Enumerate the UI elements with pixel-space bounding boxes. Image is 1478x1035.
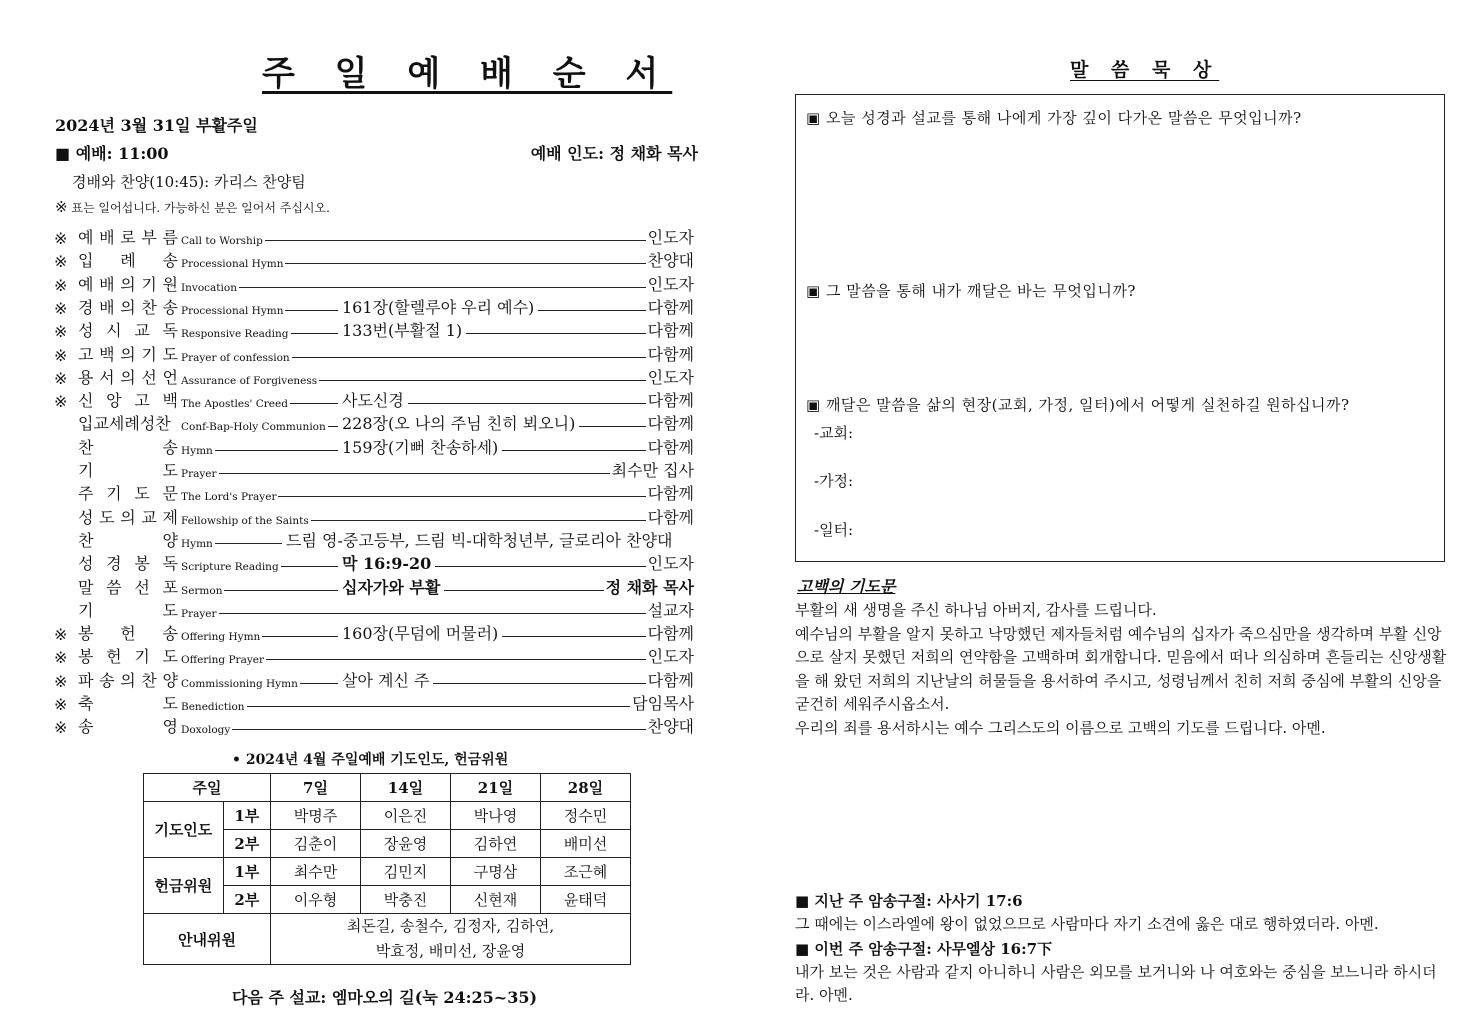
order-item-name <box>78 551 178 574</box>
name-char: 고 <box>78 344 94 364</box>
name-char: 봉 <box>78 624 94 644</box>
order-item-english: Doxology <box>181 724 231 737</box>
leader-line <box>319 380 645 381</box>
name-char: 말 <box>78 577 94 597</box>
stand-mark: ※ <box>54 275 68 295</box>
leader-line <box>281 566 338 567</box>
leader-line <box>538 310 645 311</box>
leader-line <box>328 426 338 427</box>
meditation-box <box>795 94 1445 562</box>
leader-line <box>502 450 645 451</box>
prayer-paragraph: 우리의 죄를 용서하시는 예수 그리스도의 이름으로 고백의 기도를 드립니다. 아멘. <box>795 718 1326 737</box>
name-char: 도 <box>99 507 115 527</box>
order-item-person: 다함께 <box>647 414 694 434</box>
order-item-english: Responsive Reading <box>181 328 289 341</box>
leader-line <box>579 426 645 427</box>
table-cell: 박명주 <box>271 802 361 830</box>
name-char: 주 <box>78 484 94 504</box>
order-item-person: 최수만 집사 <box>611 461 694 480</box>
order-item-name <box>78 458 178 481</box>
part-label: 2부 <box>223 830 270 858</box>
order-row <box>54 389 694 411</box>
prelude-line: 경배와 찬양(10:45): 카리스 찬양팀 <box>72 173 306 191</box>
row-label: 헌금위원 <box>144 858 224 914</box>
order-item-name <box>78 365 178 388</box>
order-item-name <box>78 621 178 644</box>
part-label: 2부 <box>223 886 270 914</box>
order-item-person: 찬양대 <box>647 251 694 271</box>
name-char: 용 <box>78 367 94 387</box>
order-item-person: 인도자 <box>647 274 694 294</box>
order-item-person: 인도자 <box>647 647 694 667</box>
order-row <box>54 343 694 365</box>
order-item-name <box>78 411 178 434</box>
name-char: 양 <box>162 530 178 550</box>
name-char: 독 <box>162 554 178 574</box>
order-item-english: Assurance of Forgiveness <box>181 374 318 387</box>
row-label: 기도인도 <box>144 802 224 858</box>
name-char: 파 <box>78 670 94 690</box>
stand-mark: ※ <box>54 229 68 248</box>
name-char: 서 <box>99 367 115 387</box>
name-char: 영 <box>162 717 178 737</box>
order-item-person: 다함께 <box>647 484 694 504</box>
table-cell: 구명삼 <box>450 858 540 886</box>
order-row <box>54 459 694 481</box>
leader-line <box>285 310 338 311</box>
name-char: 송 <box>162 297 178 317</box>
name-char: 언 <box>162 367 178 387</box>
order-item-name <box>78 272 178 295</box>
name-char: 배 <box>99 274 115 294</box>
order-item-english: Scripture Reading <box>181 561 279 574</box>
name-char: 찬 <box>78 530 94 550</box>
order-item-person: 다함께 <box>647 391 694 411</box>
order-item-english: Sermon <box>181 584 223 597</box>
stand-mark: ※ <box>54 345 68 365</box>
order-item-person: 다함께 <box>647 297 694 317</box>
leader-line <box>239 287 646 288</box>
table-cell: 김하연 <box>450 830 540 858</box>
order-item-person: 설교자 <box>647 600 694 620</box>
order-item-name <box>78 318 178 341</box>
order-item-person: 다함께 <box>647 624 694 644</box>
table-header-cell: 7일 <box>271 774 361 802</box>
name-char: 헌 <box>106 647 122 667</box>
name-char: 도 <box>162 647 178 667</box>
order-item-english: Prayer <box>181 607 217 620</box>
name-char: 양 <box>162 670 178 690</box>
part-label: 1부 <box>223 858 270 886</box>
this-week-verse-ref: 사무엘상 16:7下 <box>931 940 1053 958</box>
order-row <box>54 552 694 574</box>
name-char: 의 <box>120 367 136 387</box>
leader-line <box>291 333 339 334</box>
order-item-english: Offering Prayer <box>181 654 264 667</box>
home-field: -가정: <box>814 472 854 490</box>
order-item-name <box>78 505 178 528</box>
name-char: 송 <box>99 670 115 690</box>
order-item-english: Call to Worship <box>181 235 263 247</box>
church-field: -교회: <box>814 424 854 442</box>
table-cell <box>271 914 631 965</box>
leader-line <box>215 543 282 544</box>
note-text: 표는 일어섭니다. 가능하신 분은 일어서 주십시오. <box>67 201 330 215</box>
name-char: 도 <box>134 484 150 504</box>
name-char: 신 <box>78 391 94 411</box>
leader-line <box>300 683 338 684</box>
order-row <box>54 412 694 434</box>
leader-line <box>278 496 645 497</box>
order-item-english: Benediction <box>181 701 245 713</box>
name-char: 도 <box>162 694 178 713</box>
table-cell: 최수만 <box>271 858 361 886</box>
table-cell: 박나영 <box>450 802 540 830</box>
note-mark: ※ <box>55 198 68 216</box>
order-item-detail: 사도신경 <box>342 391 404 411</box>
order-item-detail: 133번(부활절 1) <box>342 321 463 341</box>
stand-mark: ※ <box>54 322 68 342</box>
name-char: 선 <box>141 367 157 387</box>
order-item-detail: 228장(오 나의 주님 친히 뵈오니) <box>342 414 576 434</box>
name-char: 찬 <box>141 670 157 690</box>
question-2: ▣ 그 말씀을 통해 내가 깨달은 바는 무엇입니까? <box>806 282 1136 300</box>
order-item-name <box>78 342 178 365</box>
leader-line <box>215 450 338 451</box>
order-row <box>54 482 694 504</box>
name-char: 독 <box>162 321 178 341</box>
prayer-paragraph: 부활의 새 생명을 주신 하나님 아버지, 감사를 드립니다. <box>795 601 1157 619</box>
name-char: 찬 <box>78 437 94 457</box>
name-char: 헌 <box>120 624 136 644</box>
leader-line <box>433 683 645 684</box>
order-row <box>54 645 694 667</box>
order-row <box>54 249 694 271</box>
order-row <box>54 436 694 458</box>
row-label: 안내위원 <box>144 914 271 965</box>
table-cell: 김춘이 <box>271 830 361 858</box>
leader-line <box>435 566 645 567</box>
order-item-detail: 드림 영-중고등부, 드림 빅-대학청년부, 글로리아 찬양대 <box>286 530 673 550</box>
question-3: ▣ 깨달은 말씀을 삶의 현장(교회, 가정, 일터)에서 어떻게 실천하길 원하십니까? <box>806 396 1350 414</box>
order-row <box>54 692 694 714</box>
worship-leader: 예배 인도: 정 채화 목사 <box>530 144 698 163</box>
leader-line <box>232 729 645 730</box>
stand-mark: ※ <box>54 298 68 318</box>
name-char: 기 <box>141 274 157 294</box>
leader-line <box>247 706 631 707</box>
name-char: 원 <box>162 274 178 294</box>
name-char: 의 <box>120 297 136 317</box>
order-item-detail: 160장(무덤에 머물러) <box>342 624 499 644</box>
leader-line <box>292 357 646 358</box>
service-time: ■ 예배: 11:00 <box>55 144 169 163</box>
leader-line <box>466 333 646 334</box>
order-item-person: 인도자 <box>647 367 694 387</box>
order-item-name <box>78 388 178 411</box>
table-cell: 장윤영 <box>360 830 450 858</box>
order-item-person: 다함께 <box>647 507 694 527</box>
order-item-person: 다함께 <box>647 344 694 364</box>
schedule-title: • 2024년 4월 주일예배 기도인도, 헌금위원 <box>232 752 509 768</box>
name-char: 백 <box>99 344 115 364</box>
order-item-english: Prayer of confession <box>181 351 290 364</box>
order-item-english: Invocation <box>181 281 237 294</box>
leader-line <box>408 403 646 404</box>
order-item-person: 인도자 <box>647 228 694 247</box>
order-row <box>54 319 694 341</box>
order-item-name <box>78 714 178 737</box>
order-item-person: 인도자 <box>647 554 694 574</box>
table-header-cell: 14일 <box>360 774 450 802</box>
name-char: 씀 <box>106 577 122 597</box>
name-char: 도 <box>162 461 178 480</box>
table-row <box>144 802 631 830</box>
this-week-verse-text: 내가 보는 것은 사람과 같지 아니하니 사람은 외모를 보거니와 나 여호와는 중심을 보느니라 하시더라. 아멘. <box>795 963 1437 1004</box>
name-char: 입 <box>78 251 94 271</box>
order-item-name <box>78 481 178 504</box>
order-row <box>54 226 694 248</box>
standing-note <box>55 198 330 216</box>
name-char: 축 <box>78 694 94 713</box>
name-char: 문 <box>162 484 178 504</box>
table-row <box>144 774 631 802</box>
order-item-person: 정 채화 목사 <box>605 577 694 597</box>
name-char: 경 <box>78 297 94 317</box>
order-item-name <box>78 528 178 551</box>
stand-mark: ※ <box>54 252 68 272</box>
order-row <box>54 273 694 295</box>
table-cell: 이은진 <box>360 802 450 830</box>
table-row <box>144 914 631 965</box>
name-char: 제 <box>162 507 178 527</box>
name-char: 기 <box>141 344 157 364</box>
name-char: 례 <box>120 251 136 271</box>
order-item-person: 담임목사 <box>632 694 694 713</box>
order-item-english: The Lord's Prayer <box>181 491 277 504</box>
ushers-line-1: 최돈길, 송철수, 김정자, 김하연, <box>346 917 555 935</box>
leader-line <box>265 240 646 241</box>
order-row <box>54 715 694 737</box>
name-char: 배 <box>99 297 115 317</box>
order-item-name <box>78 691 178 714</box>
page-title: 주 일 예 배 순 서 <box>262 54 673 94</box>
name-char: 송 <box>162 624 178 644</box>
name-char: 입교세례성찬 <box>78 414 171 434</box>
order-item-name <box>78 248 178 271</box>
order-row <box>54 296 694 318</box>
stand-mark: ※ <box>54 695 68 714</box>
order-item-name <box>78 295 178 318</box>
order-row <box>54 506 694 528</box>
table-cell: 조근혜 <box>540 858 630 886</box>
question-1: ▣ 오늘 성경과 설교를 통해 나에게 가장 깊이 다가온 말씀은 무엇입니까? <box>806 109 1302 127</box>
stand-mark: ※ <box>54 625 68 645</box>
name-char: 송 <box>162 437 178 457</box>
name-char: 백 <box>162 391 178 411</box>
leader-line <box>290 403 338 404</box>
name-char: 도 <box>162 344 178 364</box>
order-item-name <box>78 225 178 248</box>
order-item-english: Processional Hymn <box>181 258 284 271</box>
table-cell: 신현재 <box>450 886 540 914</box>
order-item-detail: 159장(기뻐 찬송하세) <box>342 437 499 457</box>
table-row <box>144 858 631 886</box>
order-item-detail: 십자가와 부활 <box>342 577 441 597</box>
part-label: 1부 <box>223 802 270 830</box>
confession-prayer <box>795 599 1455 740</box>
name-char: 송 <box>78 717 94 737</box>
table-header-cell: 21일 <box>450 774 540 802</box>
order-row <box>54 529 694 551</box>
name-char: 포 <box>162 577 178 597</box>
order-item-name <box>78 644 178 667</box>
name-char: 시 <box>106 321 122 341</box>
name-char: 앙 <box>106 391 122 411</box>
this-week-verse-heading <box>795 938 1455 959</box>
order-item-person: 다함께 <box>647 321 694 341</box>
name-char: 의 <box>120 344 136 364</box>
table-cell: 배미선 <box>540 830 630 858</box>
schedule-table <box>143 773 631 965</box>
name-char: 기 <box>78 461 94 480</box>
leader-line <box>502 636 645 637</box>
name-char: 선 <box>134 577 150 597</box>
order-row <box>54 366 694 388</box>
order-item-name <box>78 575 178 598</box>
order-item-detail: 161장(할렐루야 우리 예수) <box>342 297 535 317</box>
last-week-verse-label: ■ 지난 주 암송구절: <box>795 892 932 910</box>
name-char: 도 <box>162 600 178 620</box>
order-item-english: Processional Hymn <box>181 304 284 317</box>
order-row <box>54 576 694 598</box>
name-char: 성 <box>78 507 94 527</box>
table-cell: 이우형 <box>271 886 361 914</box>
name-char: 성 <box>78 554 94 574</box>
order-item-english: Hymn <box>181 537 213 550</box>
name-char: 기 <box>134 647 150 667</box>
order-item-english: Prayer <box>181 468 217 480</box>
order-item-english: Offering Hymn <box>181 631 261 644</box>
table-cell: 김민지 <box>360 858 450 886</box>
leader-line <box>219 613 646 614</box>
name-char: 교 <box>134 321 150 341</box>
ushers-line-2: 박효정, 배미선, 장윤영 <box>375 942 526 960</box>
order-item-name <box>78 668 178 691</box>
name-char: 송 <box>162 251 178 271</box>
this-week-verse-label: ■ 이번 주 암송구절: <box>795 940 932 958</box>
order-item-english: The Apostles' Creed <box>181 398 288 411</box>
order-item-english: Hymn <box>181 444 213 457</box>
name-char: 로 <box>120 228 136 247</box>
order-row <box>54 669 694 691</box>
name-char: 기 <box>78 600 94 620</box>
order-item-english: Conf-Bap-Holy Communion <box>181 421 326 434</box>
next-sermon: 다음 주 설교: 엠마오의 길(눅 24:25~35) <box>232 988 538 1007</box>
name-char: 성 <box>78 321 94 341</box>
service-date: 2024년 3월 31일 부활주일 <box>55 116 258 135</box>
name-char: 경 <box>106 554 122 574</box>
name-char: 름 <box>162 228 178 247</box>
last-week-verse-heading <box>795 890 1455 911</box>
leader-line <box>311 520 646 521</box>
name-char: 예 <box>78 228 94 247</box>
name-char: 기 <box>106 484 122 504</box>
order-item-name <box>78 598 178 621</box>
order-row <box>54 622 694 644</box>
stand-mark: ※ <box>54 718 68 738</box>
order-item-english: Commissioning Hymn <box>181 677 298 690</box>
confession-title: 고백의 기도문 <box>797 577 896 596</box>
name-char: 부 <box>141 228 157 247</box>
order-item-detail: 막 16:9-20 <box>342 554 432 574</box>
name-char: 봉 <box>134 554 150 574</box>
table-header-cell: 28일 <box>540 774 630 802</box>
order-item-person: 다함께 <box>647 437 694 457</box>
leader-line <box>266 659 646 660</box>
leader-line <box>444 590 603 591</box>
table-cell: 박충진 <box>360 886 450 914</box>
name-char: 의 <box>120 507 136 527</box>
order-item-name <box>78 435 178 458</box>
leader-line <box>224 590 338 591</box>
name-char: 의 <box>120 274 136 294</box>
name-char: 의 <box>120 670 136 690</box>
last-week-verse-ref: 사사기 17:6 <box>931 892 1023 910</box>
stand-mark: ※ <box>54 368 68 388</box>
name-char: 교 <box>141 507 157 527</box>
last-week-verse-text: 그 때에는 이스라엘에 왕이 없었으므로 사람마다 자기 소견에 옳은 대로 행하였더라. 아멘. <box>795 915 1379 933</box>
table-cell: 정수민 <box>540 802 630 830</box>
order-item-detail: 살아 계신 주 <box>342 670 430 690</box>
name-char: 고 <box>134 391 150 411</box>
table-cell: 윤태덕 <box>540 886 630 914</box>
name-char: 배 <box>99 228 115 247</box>
leader-line <box>219 473 610 474</box>
order-item-person: 다함께 <box>647 670 694 690</box>
name-char: 봉 <box>78 647 94 667</box>
work-field: -일터: <box>814 521 854 539</box>
name-char: 찬 <box>141 297 157 317</box>
order-item-english: Fellowship of the Saints <box>181 514 309 527</box>
order-item-person: 찬양대 <box>647 717 694 737</box>
order-row <box>54 599 694 621</box>
stand-mark: ※ <box>54 671 68 691</box>
meditation-title: 말 씀 묵 상 <box>1070 59 1220 81</box>
table-header-cell: 주일 <box>144 774 271 802</box>
prayer-paragraph: 예수님의 부활을 알지 못하고 낙망했던 제자들처럼 예수님의 십자가 죽으심만을 생각하며 부활 신앙으로 살지 못했던 저희의 연약함을 고백하며 회개합니다. 믿음에서 떠나 의심하며 흔들리는 신앙생활을 해 왔던 저희의 지난날의 허물들을 용서하여 주시고, 성령님께서 친히 저희 중심에 부활의 신앙을 굳건히 세워주시옵소서. <box>795 624 1447 713</box>
stand-mark: ※ <box>54 392 68 412</box>
leader-line <box>262 636 338 637</box>
stand-mark: ※ <box>54 648 68 668</box>
leader-line <box>285 263 645 264</box>
name-char: 예 <box>78 274 94 294</box>
